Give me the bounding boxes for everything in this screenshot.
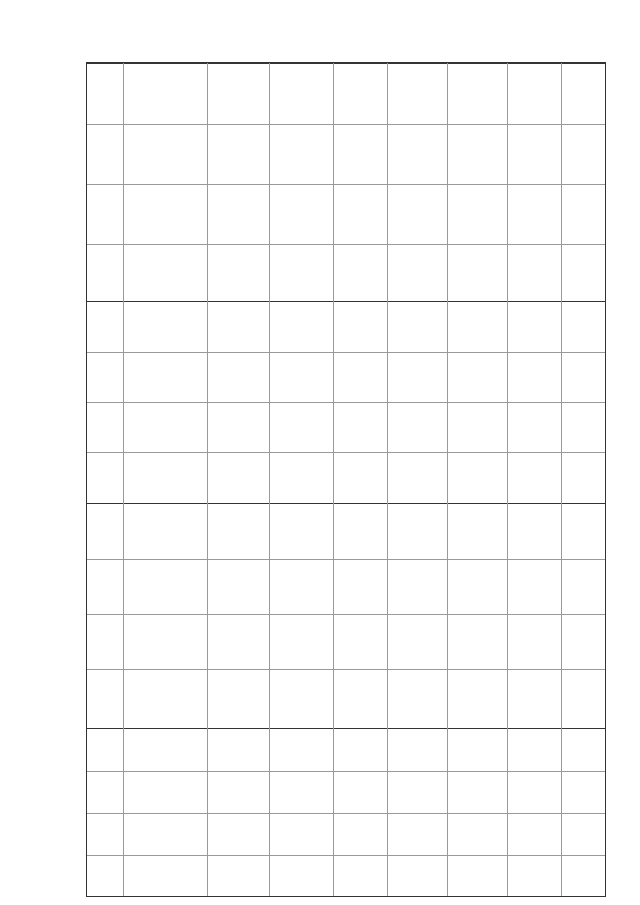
- table-row: [87, 503, 605, 728]
- table-row: [87, 728, 605, 897]
- table-row: [87, 301, 605, 503]
- table-row: [87, 63, 605, 301]
- rotated-table: [86, 62, 606, 897]
